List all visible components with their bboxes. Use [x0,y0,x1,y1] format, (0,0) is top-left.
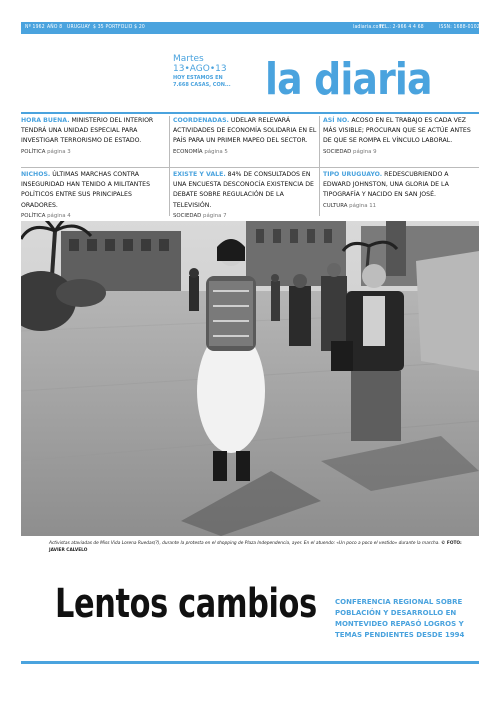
brief-section: CULTURA [323,202,348,209]
column-divider [169,116,170,216]
top-info-bar [21,22,479,34]
brief-text: ACOSO EN EL TRABAJO ES CADA VEZ MÁS VISIBLE; PROCURAN QUE SE ACTÚE ANTES DE QUE SE ROMPA EL VÍNCULO LABORAL. [323,117,471,145]
country-label: URUGUAY [67,24,91,30]
brief-row-divider [21,167,479,168]
brief-1[interactable] [21,116,167,155]
year-label: AÑO 8 [47,24,63,30]
lead-photo-image [21,221,479,536]
brief-section: POLÍTICA [21,148,46,155]
brief-section: SOCIEDAD [173,212,202,219]
date: 13•AGO•13 [173,64,227,74]
date-box [173,54,253,88]
weekday: Martes [173,54,204,64]
caption-text: Activistas ataviadas de Miss Vida Lorena Ruedas(?), durante la protesta en el shopping de Plaza Independencia, ayer. En el atuendo: «Un poco a poco el vestido» durante la marcha. [49,541,440,546]
brief-page: página 3 [47,148,71,155]
column-divider [319,116,320,216]
brief-kicker: TIPO URUGUAYO. [323,171,383,178]
lead-headline[interactable]: Lentos cambios [55,581,317,627]
brief-kicker: COORDENADAS. [173,117,229,124]
brief-text: UDELAR RELEVARÁ ACTIVIDADES DE ECONOMÍA SOLIDARIA EN EL PAÍS PARA UN PRIMER MAPEO DEL SECTOR. [173,117,317,145]
issue-number: Nº 1962 [25,24,45,30]
brief-6[interactable] [323,170,473,209]
front-page [21,22,479,663]
brief-section: SOCIEDAD [323,148,352,155]
lead-photo[interactable] [21,221,479,536]
brief-text: 84% DE CONSULTADOS EN UNA ENCUESTA DESCONOCÍA EXISTENCIA DE DEBATE SOBRE REGULACIÓN DE LA TELEVISIÓN. [173,171,314,209]
masthead-logo[interactable]: la diaria [265,54,432,105]
photo-credit: © FOTO: JAVIER CALVELO [49,541,462,553]
phone-label: TEL.: 2-966 4 4 68 [379,24,424,30]
brief-kicker: EXISTE Y VALE. [173,171,226,178]
lead-deck: CONFERENCIA REGIONAL SOBRE POBLACIÓN Y DESARROLLO EN MONTEVIDEO REPASÓ LOGROS Y TEMAS PENDIENTES DESDE 1994 [335,598,465,639]
brief-page: página 4 [47,212,71,219]
issn-label: ISSN: 1688-0102 [439,24,480,30]
brief-page: página 5 [204,148,228,155]
brief-text: ÚLTIMAS MARCHAS CONTRA INSEGURIDAD HAN TENIDO A MILITANTES POLÍTICOS ENTRE SUS PRINCIPALES ORADORES. [21,171,150,209]
brief-page: página 7 [203,212,227,219]
price-label: $ 35 PORTFOLIO $ 20 [93,24,145,30]
brief-2[interactable] [173,116,319,155]
brief-page: página 9 [353,148,377,155]
brief-section: ECONOMÍA [173,148,203,155]
brief-page: página 11 [349,202,377,209]
brief-kicker: HORA BUENA. [21,117,70,124]
brief-4[interactable] [21,170,167,219]
circulation-note-1: HOY ESTAMOS EN [173,75,223,81]
photo-caption [49,540,463,554]
brief-kicker: ASÍ NO. [323,117,350,124]
masthead-rule [21,112,479,114]
bottom-rule [21,661,479,664]
brief-section: POLÍTICA [21,212,46,219]
brief-kicker: NICHOS. [21,171,51,178]
brief-5[interactable] [173,170,319,219]
brief-3[interactable] [323,116,473,155]
brief-text: MINISTERIO DEL INTERIOR TENDRÁ UNA UNIDAD ESPECIAL PARA INVESTIGAR TERRORISMO DE ESTADO. [21,117,154,145]
website-label[interactable]: ladiaria.com [353,24,384,30]
brief-text: REDESCUBRIENDO A EDWARD JOHNSTON, UNA GLORIA DE LA TIPOGRAFÍA Y NACIDO EN SAN JOSÉ. [323,171,449,199]
circulation-note-2: 7.668 CASAS, CON... [173,82,231,88]
